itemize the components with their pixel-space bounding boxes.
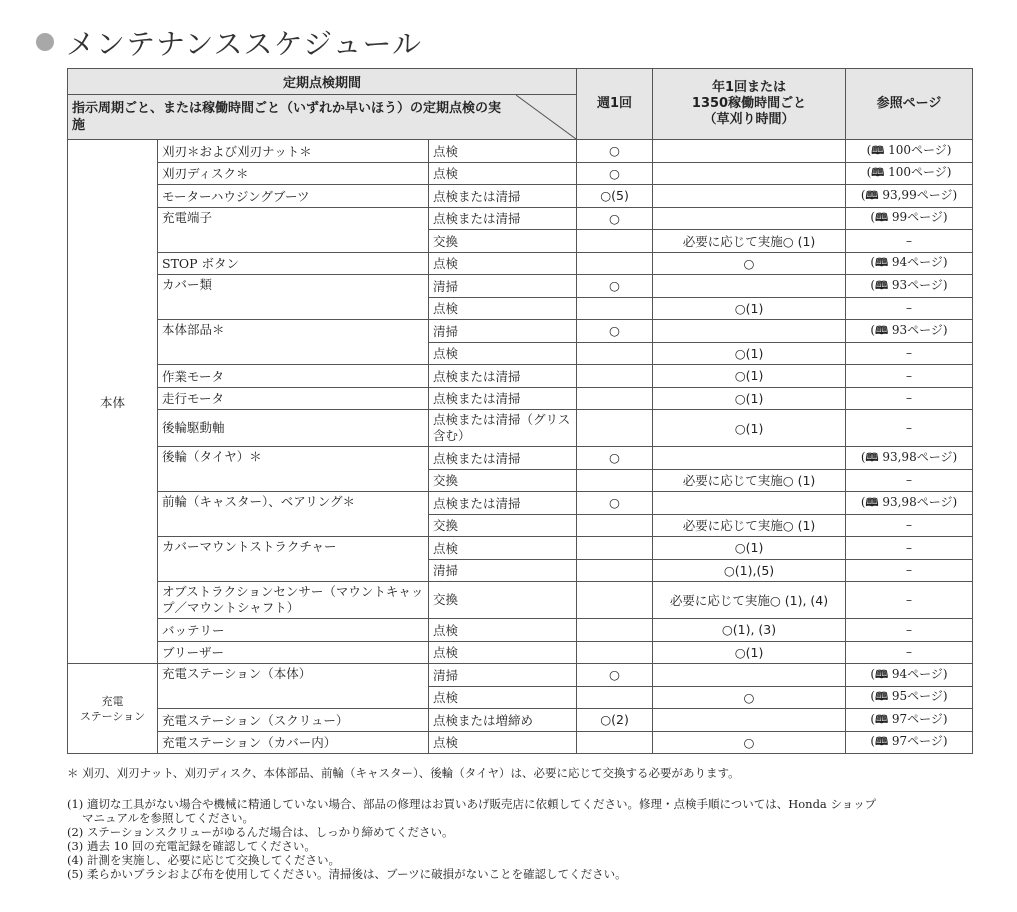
reference-text: (🕮 94ページ)	[870, 666, 948, 681]
reference-page	[846, 537, 973, 560]
action: 清掃	[429, 664, 577, 687]
reference-page	[846, 185, 973, 208]
book-icon: 🕮	[875, 667, 889, 681]
action: 点検	[429, 297, 577, 320]
reference-page	[846, 582, 973, 619]
action: 点検	[429, 537, 577, 560]
book-icon: 🕮	[875, 712, 889, 726]
reference-page	[846, 387, 973, 410]
action: 点検	[429, 162, 577, 185]
weekly-mark: ○	[577, 140, 653, 163]
maintenance-schedule-table	[67, 68, 973, 754]
part-name: 充電ステーション（カバー内）	[158, 731, 429, 754]
weekly-mark: ○	[577, 207, 653, 230]
reference-page	[846, 664, 973, 687]
weekly-mark	[577, 641, 653, 664]
action: 点検または清掃（グリス含む）	[429, 410, 577, 447]
yearly-mark	[653, 162, 846, 185]
action: 点検	[429, 641, 577, 664]
reference-text: (🕮 99ページ)	[870, 210, 948, 225]
footnote-star: ＊ 刈刃、刈刃ナット、刈刃ディスク、本体部品、前輪（キャスター）、後輪（タイヤ）は、必要に応じて交換する必要があります。	[67, 766, 740, 780]
part-name: 充電端子	[158, 207, 429, 252]
reference-text: –	[906, 301, 913, 316]
action: 点検	[429, 619, 577, 642]
action: 清掃	[429, 320, 577, 343]
footnotes	[67, 766, 987, 881]
yearly-mark	[653, 447, 846, 470]
part-name: 後輪（タイヤ）＊	[158, 447, 429, 492]
part-name: 作業モータ	[158, 365, 429, 388]
weekly-mark	[577, 365, 653, 388]
weekly-mark	[577, 230, 653, 253]
reference-text: –	[906, 233, 913, 248]
yearly-mark	[653, 492, 846, 515]
weekly-mark	[577, 731, 653, 754]
yearly-mark: 必要に応じて実施○ (1)	[653, 230, 846, 253]
weekly-mark	[577, 686, 653, 709]
action: 交換	[429, 469, 577, 492]
reference-text: (🕮 93ページ)	[870, 322, 948, 337]
weekly-mark: ○	[577, 275, 653, 298]
header-yearly	[653, 69, 846, 140]
action: 清掃	[429, 559, 577, 582]
weekly-mark	[577, 252, 653, 275]
action: 点検	[429, 252, 577, 275]
reference-text: (🕮 93,98ページ)	[860, 449, 958, 464]
yearly-mark: ○(1)	[653, 410, 846, 447]
table-row	[68, 582, 973, 619]
reference-page	[846, 320, 973, 343]
footnote-1: (1) 適切な工具がない場合や機械に精通していない場合、部品の修理はお買いあげ販売店に依頼してください。修理・点検手順については、Honda ショップ	[67, 797, 877, 811]
footnote-1-cont: マニュアルを参照してください。	[82, 811, 255, 825]
reference-page	[846, 297, 973, 320]
weekly-mark	[577, 297, 653, 320]
reference-text: –	[906, 346, 913, 361]
header-weekly: 週1回	[577, 69, 653, 140]
reference-page	[846, 207, 973, 230]
weekly-mark	[577, 559, 653, 582]
yearly-mark: ○	[653, 686, 846, 709]
weekly-mark	[577, 582, 653, 619]
reference-text: (🕮 100ページ)	[866, 165, 952, 180]
reference-page	[846, 514, 973, 537]
reference-page	[846, 252, 973, 275]
book-icon: 🕮	[875, 278, 889, 292]
action: 点検	[429, 731, 577, 754]
yearly-mark: ○(1)	[653, 297, 846, 320]
part-name: カバーマウントストラクチャー	[158, 537, 429, 582]
reference-text: (🕮 100ページ)	[866, 142, 952, 157]
part-name: 本体部品＊	[158, 320, 429, 365]
reference-page	[846, 342, 973, 365]
header-desc	[68, 95, 577, 140]
reference-text: (🕮 93,99ページ)	[860, 187, 958, 202]
table-row	[68, 537, 973, 560]
category-station-line1: 充電	[101, 694, 124, 708]
footnote-4: (4) 計測を実施し、必要に応じて交換してください。	[67, 853, 340, 867]
yearly-mark: ○(1),(5)	[653, 559, 846, 582]
reference-text: –	[906, 540, 913, 555]
table-row	[68, 410, 973, 447]
book-icon: 🕮	[871, 143, 885, 157]
part-name: 後輪駆動軸	[158, 410, 429, 447]
table-row	[68, 252, 973, 275]
footnote-3: (3) 過去 10 回の充電記録を確認してください。	[67, 839, 316, 853]
part-name: 前輪（キャスター）、ベアリング＊	[158, 492, 429, 537]
table-row	[68, 275, 973, 298]
reference-page	[846, 709, 973, 732]
reference-text: –	[906, 593, 913, 607]
table-row	[68, 365, 973, 388]
part-name: バッテリー	[158, 619, 429, 642]
reference-page	[846, 275, 973, 298]
weekly-mark: ○(2)	[577, 709, 653, 732]
weekly-mark	[577, 387, 653, 410]
action: 点検または増締め	[429, 709, 577, 732]
header-yearly-line2: 1350稼働時間ごと	[691, 96, 807, 111]
reference-page	[846, 619, 973, 642]
table-row	[68, 709, 973, 732]
footnote-2: (2) ステーションスクリューがゆるんだ場合は、しっかり締めてください。	[67, 825, 454, 839]
action: 点検	[429, 342, 577, 365]
table-row	[68, 641, 973, 664]
reference-text: –	[906, 473, 913, 488]
header-yearly-line1: 年1回または	[711, 80, 787, 95]
action: 点検または清掃	[429, 185, 577, 208]
yearly-mark	[653, 140, 846, 163]
weekly-mark: ○	[577, 492, 653, 515]
table-row	[68, 140, 973, 163]
yearly-mark: ○(1), (3)	[653, 619, 846, 642]
reference-page	[846, 469, 973, 492]
reference-text: –	[906, 421, 913, 435]
category-station	[68, 664, 158, 754]
footnote-5: (5) 柔らかいブラシおよび布を使用してください。清掃後は、ブーツに破損がないことを確認してください。	[67, 867, 627, 881]
part-name: STOP ボタン	[158, 252, 429, 275]
table-row	[68, 387, 973, 410]
reference-page	[846, 230, 973, 253]
yearly-mark	[653, 207, 846, 230]
header-ref: 参照ページ	[846, 69, 973, 140]
book-icon: 🕮	[875, 690, 889, 704]
page-title: メンテナンススケジュール	[66, 26, 422, 61]
weekly-mark: ○	[577, 320, 653, 343]
yearly-mark: ○(1)	[653, 365, 846, 388]
action: 点検	[429, 140, 577, 163]
table-row	[68, 619, 973, 642]
weekly-mark	[577, 410, 653, 447]
table-row	[68, 731, 973, 754]
book-icon: 🕮	[871, 166, 885, 180]
book-icon: 🕮	[875, 256, 889, 270]
reference-page	[846, 365, 973, 388]
action: 交換	[429, 514, 577, 537]
header-desc-text: 指示周期ごと、または稼働時間ごと（いずれか早いほう）の定期点検の実施	[72, 101, 502, 133]
yearly-mark	[653, 185, 846, 208]
reference-text: (🕮 93ページ)	[870, 277, 948, 292]
category-station-line2: ステーション	[79, 709, 146, 723]
book-icon: 🕮	[865, 495, 879, 509]
part-name: 充電ステーション（スクリュー）	[158, 709, 429, 732]
reference-text: (🕮 97ページ)	[870, 734, 948, 749]
reference-text: –	[906, 645, 913, 660]
reference-text: (🕮 97ページ)	[870, 711, 948, 726]
yearly-mark	[653, 664, 846, 687]
action: 点検または清掃	[429, 447, 577, 470]
reference-page	[846, 162, 973, 185]
part-name: 刈刃ディスク＊	[158, 162, 429, 185]
reference-text: –	[906, 563, 913, 578]
weekly-mark: ○(5)	[577, 185, 653, 208]
yearly-mark: ○	[653, 731, 846, 754]
table-row	[68, 207, 973, 230]
part-name: 充電ステーション（本体）	[158, 664, 429, 709]
table-row	[68, 492, 973, 515]
reference-text: –	[906, 622, 913, 637]
weekly-mark: ○	[577, 162, 653, 185]
weekly-mark: ○	[577, 447, 653, 470]
schedule-body	[68, 140, 973, 754]
table-row	[68, 664, 973, 687]
part-name: ブリーザー	[158, 641, 429, 664]
reference-text: –	[906, 518, 913, 533]
weekly-mark: ○	[577, 664, 653, 687]
weekly-mark	[577, 619, 653, 642]
reference-page	[846, 447, 973, 470]
yearly-mark	[653, 275, 846, 298]
weekly-mark	[577, 537, 653, 560]
action: 点検または清掃	[429, 387, 577, 410]
yearly-mark: ○	[653, 252, 846, 275]
part-name: カバー類	[158, 275, 429, 320]
reference-page	[846, 140, 973, 163]
reference-text: (🕮 95ページ)	[870, 689, 948, 704]
reference-page	[846, 641, 973, 664]
weekly-mark	[577, 514, 653, 537]
yearly-mark: 必要に応じて実施○ (1)	[653, 514, 846, 537]
yearly-mark: 必要に応じて実施○ (1), (4)	[653, 582, 846, 619]
action: 点検または清掃	[429, 365, 577, 388]
header-diagonal-line	[516, 95, 576, 139]
part-name: モーターハウジングブーツ	[158, 185, 429, 208]
yearly-mark: ○(1)	[653, 537, 846, 560]
book-icon: 🕮	[875, 211, 889, 225]
book-icon: 🕮	[875, 735, 889, 749]
table-row	[68, 162, 973, 185]
part-name: 走行モータ	[158, 387, 429, 410]
table-row	[68, 320, 973, 343]
book-icon: 🕮	[865, 188, 879, 202]
action: 交換	[429, 230, 577, 253]
reference-text: (🕮 93,98ページ)	[860, 494, 958, 509]
yearly-mark: ○(1)	[653, 342, 846, 365]
part-name: オブストラクションセンサー（マウントキャップ／マウントシャフト）	[158, 582, 429, 619]
action: 交換	[429, 582, 577, 619]
reference-page	[846, 731, 973, 754]
reference-text: –	[906, 391, 913, 406]
book-icon: 🕮	[875, 323, 889, 337]
weekly-mark	[577, 342, 653, 365]
action: 点検	[429, 686, 577, 709]
category-body: 本体	[68, 140, 158, 664]
reference-page	[846, 686, 973, 709]
action: 点検または清掃	[429, 207, 577, 230]
yearly-mark	[653, 709, 846, 732]
reference-page	[846, 492, 973, 515]
circle-bullet-icon	[36, 33, 54, 51]
table-row	[68, 447, 973, 470]
yearly-mark: ○(1)	[653, 641, 846, 664]
reference-page	[846, 559, 973, 582]
yearly-mark: ○(1)	[653, 387, 846, 410]
weekly-mark	[577, 469, 653, 492]
table-row	[68, 185, 973, 208]
reference-text: (🕮 94ページ)	[870, 255, 948, 270]
reference-page	[846, 410, 973, 447]
reference-text: –	[906, 368, 913, 383]
header-yearly-line3: （草刈り時間）	[703, 112, 795, 127]
yearly-mark	[653, 320, 846, 343]
page-title-block	[36, 22, 422, 62]
part-name: 刈刃＊および刈刃ナット＊	[158, 140, 429, 163]
action: 点検または清掃	[429, 492, 577, 515]
header-period: 定期点検期間	[68, 69, 577, 95]
action: 清掃	[429, 275, 577, 298]
book-icon: 🕮	[865, 450, 879, 464]
yearly-mark: 必要に応じて実施○ (1)	[653, 469, 846, 492]
